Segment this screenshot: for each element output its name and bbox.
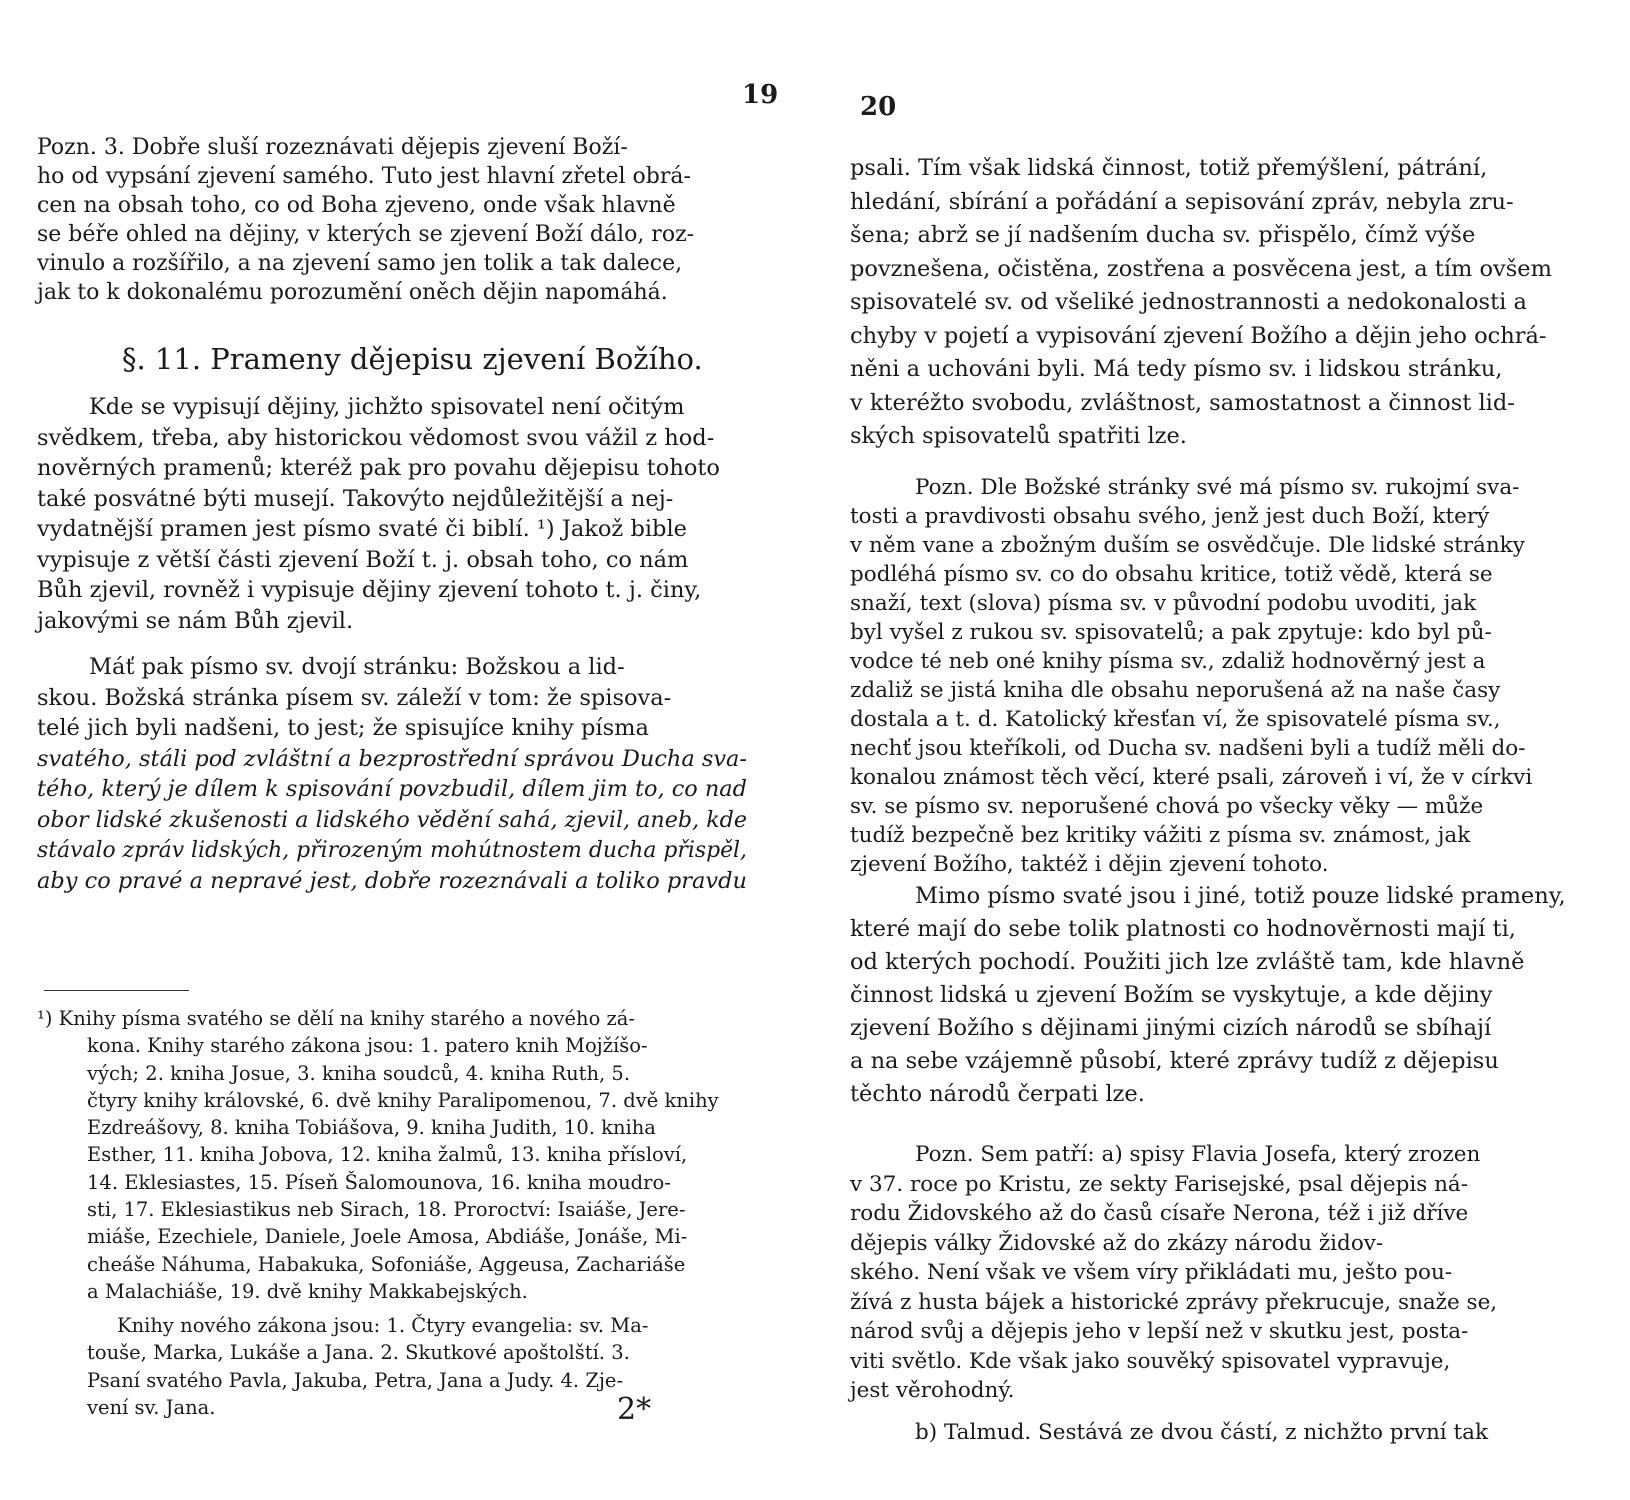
footnote-rule — [44, 990, 189, 991]
text-line: cen na obsah toho, co od Boha zjeveno, onde však hlavně — [37, 193, 676, 218]
text-line: v 37. roce po Kristu, ze sekty Farisejské, psal dějepis ná- — [850, 1171, 1469, 1197]
text-line: b) Talmud. Sestává ze dvou částí, z nichžto první tak — [915, 1420, 1489, 1445]
text-line: vypisuje z větší části zjevení Boží t. j. obsah toho, co nám — [37, 546, 689, 573]
text-line: jest věrohodný. — [850, 1378, 1015, 1403]
text-line: Máť pak písmo sv. dvojí stránku: Božskou a lid- — [89, 654, 625, 680]
text-line: které mají do sebe tolik platnosti co hodnověrnosti mají ti, — [850, 916, 1516, 942]
text-line: v kteréžto svobodu, zvláštnost, samostatnost a činnost lid- — [850, 389, 1515, 416]
text-line: Pozn. 3. Dobře sluší rozeznávati dějepis zjevení Boží- — [37, 135, 628, 160]
text-line: psali. Tím však lidská činnost, totiž přemýšlení, pátrání, — [850, 155, 1488, 181]
text-line: vydatnější pramen jest písmo svaté či biblí. ¹) Jakož bible — [37, 516, 687, 542]
text-line: spisovatelé sv. od všeliké jednostrannosti a nedokonalosti a — [850, 289, 1527, 315]
text-line: stávalo zpráv lidských, přirozeným mohútnostem ducha přispěl, — [37, 837, 748, 863]
text-line: ¹) Knihy písma svatého se dělí na knihy starého a nového zá- — [37, 1007, 636, 1030]
note-paragraph — [850, 1418, 1570, 1448]
text-line: nověrných pramenů; kteréž pak pro povahu dějepisu tohoto — [37, 455, 720, 481]
text-line: vodce té neb oné knihy písma sv., zdaliž hodnověrný jest a — [850, 649, 1486, 674]
text-line: nechť jsou kteříkoli, od Ducha sv. nadšeni byli a tudíž měli do- — [850, 736, 1526, 761]
text-line: vých; 2. kniha Josue, 3. kniha soudců, 4. kniha Ruth, 5. — [87, 1061, 631, 1085]
body-paragraph — [850, 880, 1570, 1111]
text-line: činnost lidská u zjevení Božím se vyskytuje, a kde dějiny — [850, 982, 1493, 1008]
text-line: skou. Božská stránka písem sv. záleží v tom: že spisova- — [37, 684, 672, 711]
text-line: telé jich byli nadšeni, to jest; že spisujíce knihy písma — [37, 715, 649, 741]
text-line: Bůh zjevil, rovněž i vypisuje dějiny zjevení tohoto t. j. činy, — [37, 577, 702, 603]
text-line: také posvátné býti musejí. Takovýto nejdůležitější a nej- — [37, 485, 674, 512]
text-line: sti, 17. Eklesiastikus neb Sirach, 18. Proroctví: Isaiáše, Jere- — [87, 1198, 686, 1222]
note-paragraph — [850, 1140, 1570, 1406]
text-line: chyby v pojetí a vypisování zjevení Božího a dějin jeho ochrá- — [850, 322, 1547, 349]
text-line: povznešena, očistěna, zostřena a posvěcena jest, a tím ovšem — [850, 255, 1552, 282]
text-line: dějepis války Židovské až do zkázy národu židov- — [850, 1230, 1384, 1256]
text-line: touše, Marka, Lukáše a Jana. 2. Skutkové apoštolští. 3. — [87, 1341, 630, 1365]
text-line: Pozn. Dle Božské stránky své má písmo sv. rukojmí sva- — [915, 475, 1520, 500]
note-paragraph — [850, 473, 1570, 879]
text-line: ského. Není však ve všem víry přikládati mu, ješto pou- — [850, 1260, 1453, 1285]
page-number: 20 — [860, 92, 897, 122]
text-line: svědkem, třeba, aby historickou vědomost svou vážil z hod- — [37, 424, 715, 451]
text-line: ských spisovatelů spatřiti lze. — [850, 423, 1187, 449]
text-line: dostala a t. d. Katolický křesťan ví, že spisovatelé písma sv., — [850, 707, 1501, 732]
text-line: zjevení Božího, taktéž i dějin zjevení tohoto. — [850, 852, 1329, 877]
text-line: Kde se vypisují dějiny, jichžto spisovatel není očitým — [89, 394, 685, 420]
text-line: a na sebe vzájemně působí, které zprávy tudíž z dějepisu — [850, 1048, 1499, 1074]
text-line: zdaliž se jistá kniha dle obsahu neporušená až na naše časy — [850, 678, 1501, 703]
text-line: Pozn. Sem patří: a) spisy Flavia Josefa, který zrozen — [915, 1142, 1481, 1167]
text-line: vení sv. Jana. — [87, 1395, 216, 1419]
note-paragraph — [37, 133, 742, 307]
text-line: miáše, Ezechiele, Daniele, Joele Amosa, Abdiáše, Jonáše, Mi- — [87, 1225, 688, 1249]
text-line: byl vyšel z rukou sv. spisovatelů; a pak zpytuje: kdo byl pů- — [850, 620, 1492, 645]
text-line: kona. Knihy starého zákona jsou: 1. patero knih Mojžíšo- — [87, 1034, 648, 1058]
text-line: Psaní svatého Pavla, Jakuba, Petra, Jana a Judy. 4. Zje- — [87, 1368, 624, 1392]
text-line: Esther, 11. kniha Jobova, 12. kniha žalmů, 13. kniha přísloví, — [87, 1143, 688, 1167]
text-line: obor lidské zkušenosti a lidského vědění sahá, zjevil, aneb, kde — [37, 806, 748, 833]
text-line: podléhá písmo sv. co do obsahu kritice, totiž vědě, která se — [850, 562, 1493, 587]
text-line: sv. se písmo sv. neporušené chová po všecky věky — může — [850, 794, 1484, 819]
text-line: konalou známost těch věcí, které psali, zároveň i ví, že v církvi — [850, 765, 1533, 790]
page-number: 19 — [742, 80, 779, 110]
text-line: ho od vypsání zjevení samého. Tuto jest hlavní zřetel obrá- — [37, 164, 691, 189]
text-line: vinulo a rozšířilo, a na zjevení samo jen tolik a tak dalece, — [37, 251, 683, 276]
text-line: těchto národů čerpati lze. — [850, 1081, 1145, 1107]
text-line: 14. Eklesiastes, 15. Píseň Šalomounova, 16. kniha moudro- — [87, 1170, 671, 1194]
text-line: svatého, stáli pod zvláštní a bezprostřední správou Ducha sva- — [37, 745, 747, 772]
text-line: se béře ohled na dějiny, v kterých se zjevení Boží dálo, roz- — [37, 222, 695, 247]
signature-mark: 2* — [617, 1392, 652, 1427]
text-line: hledání, sbírání a pořádání a sepisování zpráv, nebyla zru- — [850, 188, 1514, 215]
text-line: žívá z husta bájek a historické zprávy překrucuje, snaže se, — [850, 1289, 1498, 1315]
text-line: jak to k dokonalému porozumění oněch dějin napomáhá. — [37, 280, 668, 305]
text-line: aby co pravé a nepravé jest, dobře rozeznávali a toliko pravdu — [37, 867, 748, 894]
body-paragraph — [850, 152, 1570, 454]
text-line: cheáše Náhuma, Habakuka, Sofoniáše, Aggeusa, Zachariáše — [87, 1252, 686, 1276]
text-line: a Malachiáše, 19. dvě knihy Makkabejských. — [87, 1279, 528, 1303]
text-line: viti světlo. Kde však jako souvěký spisovatel vypravuje, — [850, 1348, 1451, 1374]
text-line: Mimo písmo svaté jsou i jiné, totiž pouze lidské prameny, — [915, 883, 1566, 909]
text-line: jakovými se nám Bůh zjevil. — [37, 607, 354, 634]
text-line: čtyry knihy královské, 6. dvě knihy Paralipomenou, 7. dvě knihy — [87, 1088, 719, 1112]
text-line: od kterých pochodí. Použiti jich lze zvláště tam, kde hlavně — [850, 949, 1525, 975]
text-line: v něm vane a zbožným duším se osvědčuje. Dle lidské stránky — [850, 533, 1525, 558]
body-paragraph — [37, 392, 747, 636]
section-heading: §. 11. Prameny dějepisu zjevení Božího. — [122, 342, 703, 376]
text-line: tého, který je dílem k spisování povzbudil, dílem jim to, co nad — [37, 776, 747, 802]
text-line: národ svůj a dějepis jeho v lepší než v skutku jest, posta- — [850, 1319, 1469, 1344]
text-line: šena; abrž se jí nadšením ducha sv. přispělo, čímž výše — [850, 222, 1476, 248]
footnote — [37, 1005, 747, 1305]
body-paragraph — [37, 652, 747, 896]
text-line: rodu Židovského až do časů císaře Nerona, též i již dříve — [850, 1201, 1469, 1226]
text-line: zjevení Božího s dějinami jinými cizích národů se sbíhají — [850, 1015, 1492, 1041]
text-line: Ezdreášovy, 8. kniha Tobiášova, 9. kniha Judith, 10. kniha — [87, 1116, 656, 1140]
text-line: něni a uchováni byli. Má tedy písmo sv. i lidskou stránku, — [850, 356, 1503, 382]
text-line: snaží, text (slova) písma sv. v původní podobu uvoditi, jak — [850, 591, 1477, 616]
text-line: Knihy nového zákona jsou: 1. Čtyry evangelia: sv. Ma- — [117, 1314, 649, 1337]
text-line: tosti a pravdivosti obsahu svého, jenž jest duch Boží, který — [850, 504, 1490, 529]
text-line: tudíž bezpečně bez kritiky vážiti z písma sv. známost, jak — [850, 823, 1471, 848]
